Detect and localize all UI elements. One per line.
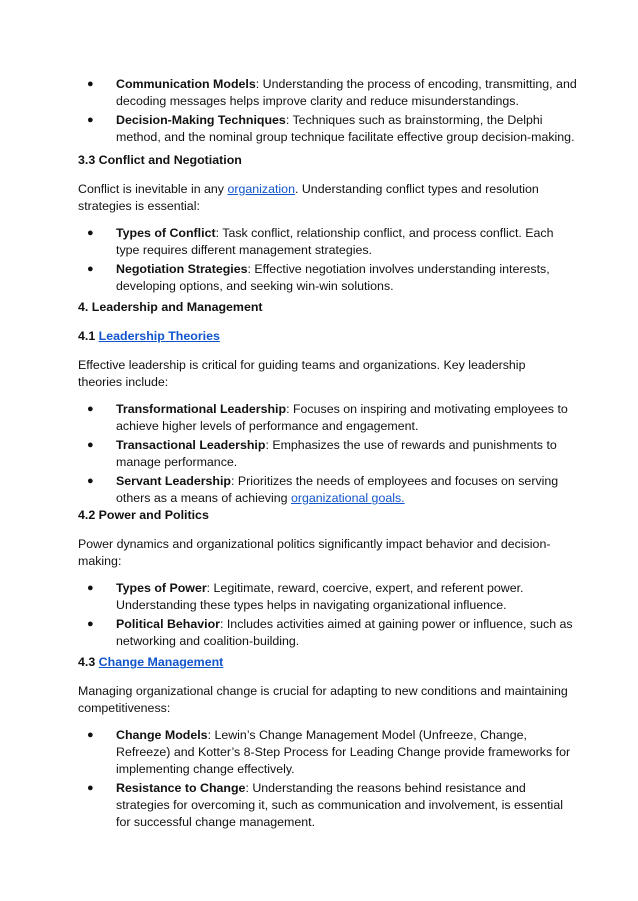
section-heading-4-3 — [78, 654, 223, 671]
power-list — [0, 580, 638, 652]
section-heading-4-1 — [78, 328, 220, 345]
list-item-desc: : Includes activities aimed at gaining power or influence, such as networking and coalition-building. — [116, 617, 573, 648]
bullet: ● — [87, 729, 94, 741]
paragraph-power: Power dynamics and organizational politics significantly impact behavior and decision-making: — [78, 537, 551, 568]
paragraph-conflict — [78, 181, 568, 215]
heading-prefix: 4.1 — [78, 329, 99, 343]
list-item-desc: : Understanding the reasons behind resistance and strategies for overcoming it, such as communication and involvement, is essential for successful change management. — [116, 781, 563, 829]
bullet: ● — [87, 114, 94, 126]
list-item-desc: : Emphasizes the use of rewards and punishments to manage performance. — [116, 438, 557, 469]
list-item — [0, 261, 638, 295]
list-item — [0, 473, 638, 507]
list-item-term: Types of Power — [116, 581, 207, 595]
list-item-desc: : Focuses on inspiring and motivating employees to achieve higher levels of performance and engagement. — [116, 402, 568, 433]
bullet: ● — [87, 263, 94, 275]
list-item-desc: : Task conflict, relationship conflict, and process conflict. Each type requires different management strategies. — [116, 226, 554, 257]
organizational-goals-link[interactable]: organizational goals. — [290, 491, 405, 505]
list-item-term: Communication Models — [116, 77, 256, 91]
leadership-list — [0, 401, 638, 509]
list-item-term: Transactional Leadership — [116, 438, 266, 452]
bullet: ● — [87, 475, 94, 487]
communication-list — [0, 76, 638, 148]
list-item-desc: : Prioritizes the needs of employees and focuses on serving others as a means of achieving — [116, 474, 559, 505]
section-heading-3-3: 3.3 Conflict and Negotiation — [78, 153, 242, 167]
paragraph-text: Conflict is inevitable in any — [78, 182, 228, 196]
section-heading-4-2: 4.2 Power and Politics — [78, 508, 209, 522]
section-heading-4: 4. Leadership and Management — [78, 300, 263, 314]
list-item-term: Decision-Making Techniques — [116, 113, 286, 127]
bullet: ● — [87, 582, 94, 594]
list-item-term: Change Models — [116, 728, 208, 742]
organization-link[interactable]: organization — [227, 182, 295, 196]
conflict-list — [0, 225, 638, 297]
list-item-term: Resistance to Change — [116, 781, 246, 795]
paragraph-text: . Understanding conflict types and resolution strategies is essential: — [78, 182, 539, 213]
list-item — [0, 401, 638, 435]
heading-prefix: 4.3 — [78, 655, 99, 669]
bullet: ● — [87, 618, 94, 630]
list-item-term: Political Behavior — [116, 617, 220, 631]
list-item-desc: : Legitimate, reward, coercive, expert, and referent power. Understanding these types helps in navigating organizational influence. — [116, 581, 524, 612]
list-item-term: Negotiation Strategies — [116, 262, 248, 276]
list-item — [0, 437, 638, 471]
list-item-term: Types of Conflict — [116, 226, 216, 240]
leadership-theories-link[interactable]: Leadership Theories — [98, 329, 220, 343]
list-item — [0, 225, 638, 259]
change-management-link[interactable]: Change Management — [98, 655, 224, 669]
bullet: ● — [87, 439, 94, 451]
list-item-desc: : Effective negotiation involves understanding interests, developing options, and seeking win-win solutions. — [116, 262, 550, 293]
list-item — [0, 76, 638, 110]
list-item — [0, 780, 638, 831]
list-item-term: Servant Leadership — [116, 474, 232, 488]
list-item — [0, 727, 638, 778]
list-item-desc: : Understanding the process of encoding, transmitting, and decoding messages helps improve clarity and reduce misunderstandings. — [116, 77, 577, 108]
change-list — [0, 727, 638, 833]
bullet: ● — [87, 782, 94, 794]
paragraph-leadership: Effective leadership is critical for guiding teams and organizations. Key leadership theories include: — [78, 358, 526, 389]
list-item-desc: : Lewin’s Change Management Model (Unfreeze, Change, Refreeze) and Kotter’s 8-Step Process for Leading Change provide frameworks for implementing change effectively. — [116, 728, 571, 776]
paragraph-change: Managing organizational change is crucial for adapting to new conditions and maintaining competitiveness: — [78, 684, 568, 715]
list-item-term: Transformational Leadership — [116, 402, 287, 416]
list-item — [0, 616, 638, 650]
list-item — [0, 580, 638, 614]
bullet: ● — [87, 403, 94, 415]
list-item-desc: : Techniques such as brainstorming, the Delphi method, and the nominal group technique facilitate effective group decision-making. — [116, 113, 575, 144]
bullet: ● — [87, 78, 94, 90]
list-item — [0, 112, 638, 146]
bullet: ● — [87, 227, 94, 239]
